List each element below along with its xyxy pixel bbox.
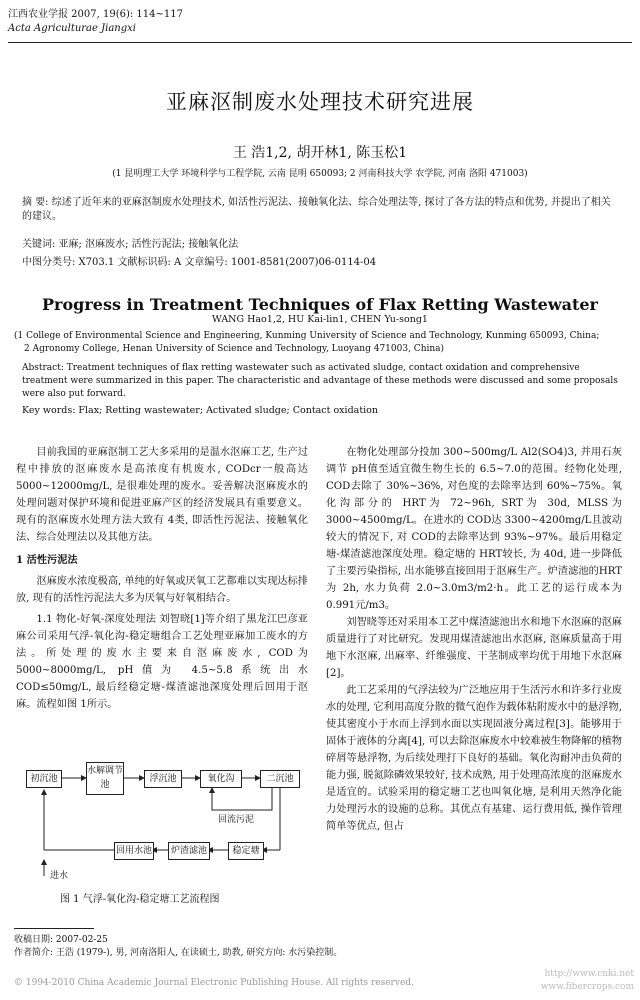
flow-box: 初沉池 xyxy=(26,770,62,788)
watermark-line: www.fibercrops.com xyxy=(540,982,634,992)
journal-name-en: Acta Agriculturae Jiangxi xyxy=(8,23,136,34)
copyright-line: © 1994-2010 China Academic Journal Electronic Publishing House. All rights reserved. xyxy=(14,978,414,988)
authors-cn: 王 浩1,2, 胡开林1, 陈玉松1 xyxy=(232,145,408,161)
abstract-en: Abstract: Treatment techniques of flax retting wastewater such as activated sludge, contact oxidation and comprehensive treatment were summarized in this paper. The characteristic and advantage of these methods were discussed and some proposals were also put forward. xyxy=(22,363,618,399)
paragraph: 在物化处理部分投加 300~500mg/L Al2(SO4)3, 并用石灰调节 pH值至适宜微生物生长的 6.5~7.0的范围。经物化处理, COD去除了 30%~36%, 对色度的去除率达到 60%~75%。氧化沟部分的 HRT为 72~96h, SRT为 30d, MLSS为 3000~4500mg/L。在进水的 COD达 3300~4200mg/L且波动较大的情况下, 对 COD的去除率达到 93%~97%。最后用稳定塘-煤渣滤池深度处理。稳定塘的 HRT较长, 为 40d, 进一步降低了主要污染指标, 出水能够直接回用于沤麻生产。炉渣滤池的HRT为 2h, 水力负荷 2.0~3.0m3/m2·h。此工艺的运行成本为 0.991元/m3。 xyxy=(326,447,623,611)
figure-caption: 图 1 气浮-氧化沟-稳定塘工艺流程图 xyxy=(60,894,220,905)
paragraph: 刘智晓等还对采用本工艺中煤渣滤池出水和地下水沤麻的沤麻质量进行了对比研究。发现用煤渣滤池出水沤麻, 沤麻质量高于用地下水沤麻, 出麻率、纤维强度、干茎制成率均优于用地下水沤麻[2]。 xyxy=(326,617,622,679)
header-rule xyxy=(8,42,632,43)
classification-cn: 中图分类号: X703.1 文献标识码: A 文章编号: 1001-8581(2007)06-0114-04 xyxy=(22,257,377,268)
watermark xyxy=(541,968,634,994)
paragraph: 此工艺采用的气浮法较为广泛地应用于生活污水和许多行业废水的处理, 它利用高度分散的微气泡作为载体粘附废水中的悬浮物, 使其密度小于水而上浮到水面以实现固液分离过程[3]。能够用于固体于液体的分离[4], 可以去除沤麻废水中较难被生物降解的植物碎屑等悬浮物, 为后续处理打下良好的基础。氧化沟耐冲击负荷的能力强, 脱氮除磷效果较好, 技术成熟, 用于处理高浓度的沤麻废水是适宜的。试验采用的稳定塘工艺也叫氧化塘, 是利用天然净化能力处理污水的设施的总称。其优点有基建、运行费用低, 操作管理简单等优点, 但占 xyxy=(326,685,622,832)
left-column xyxy=(16,444,308,713)
paragraph: 沤麻废水浓度极高, 单纯的好氧或厌氧工艺都难以实现达标排放, 现有的活性污泥法大多为厌氧与好氧相结合。 xyxy=(16,576,308,604)
flow-box: 二沉池 xyxy=(260,770,300,788)
paper-title-en: Progress in Treatment Techniques of Flax Retting Wastewater xyxy=(42,295,598,314)
abstract-cn: 摘 要: 综述了近年来的亚麻沤制废水处理技术, 如活性污泥法、接触氧化法、综合处理法等, 探讨了各方法的特点和优势, 并提出了相关的建议。 xyxy=(22,197,611,222)
right-column xyxy=(326,444,622,835)
affiliation-en-line: 2 Agronomy College, Henan University of Science and Technology, Luoyang 471003, China) xyxy=(24,344,445,354)
flow-box: 水解调节池 xyxy=(86,762,124,795)
keywords-en: Key words: Flax; Retting wastewater; Activated sludge; Contact oxidation xyxy=(22,405,379,416)
footnote-rule xyxy=(14,928,94,929)
paragraph: 目前我国的亚麻沤制工艺大多采用的是温水沤麻工艺, 生产过程中排放的沤麻废水是高浓度有机废水, CODcr一般高达 5000~12000mg/L, 是很难处理的废水。妥善解决沤麻废水的处理问题对保护环境和促进亚麻产区的经济发展具有重要意义。现有的沤麻废水处理方法大致有 4类, 即活性污泥法、接触氧化法、综合处理法以及其他方法。 xyxy=(16,447,308,543)
authors-en: WANG Hao1,2, HU Kai-lin1, CHEN Yu-song1 xyxy=(212,314,428,325)
flow-box: 氧化沟 xyxy=(200,770,242,788)
process-flow-figure xyxy=(22,758,302,886)
flow-box: 稳定塘 xyxy=(228,842,264,860)
journal-citation: 江西农业学报 2007, 19(6): 114~117 xyxy=(8,9,183,20)
section-heading: 1 活性污泥法 xyxy=(16,554,78,566)
affiliation-cn: (1 昆明理工大学 环境科学与工程学院, 云南 昆明 650093; 2 河南科技大学 农学院, 河南 洛阳 471003) xyxy=(112,169,528,179)
keywords-cn: 关键词: 亚麻; 沤麻废水; 活性污泥法; 接触氧化法 xyxy=(22,239,239,250)
received-date: 收稿日期: 2007-02-25 xyxy=(14,935,108,945)
return-sludge-label: 回流污泥 xyxy=(218,815,255,825)
flow-box: 回用水池 xyxy=(114,842,154,860)
running-header xyxy=(8,8,183,36)
watermark-line: http://www.cnki.net xyxy=(544,969,634,979)
paper-title: 亚麻沤制废水处理技术研究进展 xyxy=(166,90,474,114)
flow-box: 炉渣滤池 xyxy=(168,842,210,860)
paragraph: 1.1 物化-好氧-深度处理法 刘智晓[1]等介绍了黑龙江巴彦亚麻公司采用气浮-氧化沟-稳定塘组合工艺处理亚麻加工废水的方法。所处理的废水主要来自沤麻废水, COD为 5000~8000mg/L, pH值为 4.5~5.8系统出水 COD≤50mg/L, 最后经稳定塘-煤渣滤池深度处理后回用于沤麻。流程如图 1所示。 xyxy=(16,614,308,710)
author-bio: 作者简介: 王浩 (1979-), 男, 河南洛阳人, 在读硕士, 助教, 研究方向: 水污染控制。 xyxy=(14,948,343,958)
flow-box: 浮沉池 xyxy=(144,770,182,788)
affiliation-en-line: (1 College of Environmental Science and Engineering, Kunming University of Science and Technology, Kunming 650093, China; xyxy=(14,331,600,341)
affiliation-en xyxy=(14,330,626,356)
footnote xyxy=(14,934,342,960)
inlet-label: 进水 xyxy=(50,871,69,881)
